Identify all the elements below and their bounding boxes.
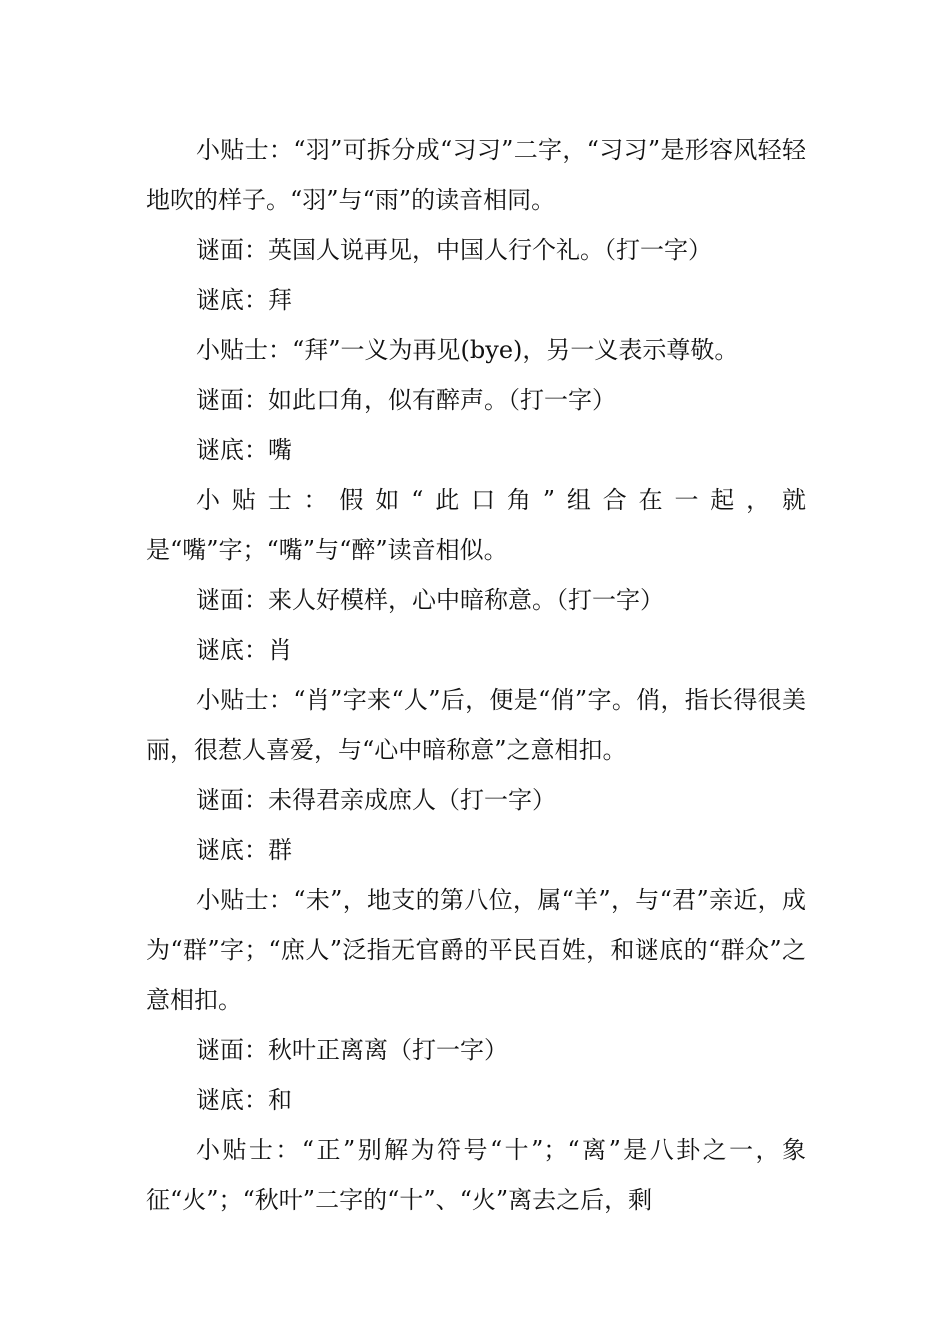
paragraph: 谜底：肖: [196, 636, 292, 664]
paragraph: 谜底：和: [196, 1086, 292, 1114]
paragraph: 谜面：如此口角，似有醉声。（打一字）: [196, 386, 616, 414]
paragraph: 谜面：英国人说再见，中国人行个礼。（打一字）: [196, 236, 712, 264]
paragraph: 小贴士：“肖”字来“人”后，便是“俏”字。俏，指长得很美丽，很惹人喜爱，与“心中暗称意”之意相扣。: [146, 686, 806, 764]
paragraph: 谜面：未得君亲成庶人（打一字）: [196, 786, 556, 814]
document-body: [146, 125, 806, 1225]
paragraph: 谜底：群: [196, 836, 292, 864]
paragraph: 谜面：秋叶正离离（打一字）: [196, 1036, 508, 1064]
paragraph: 谜底：拜: [196, 286, 292, 314]
paragraph: 小贴士：假如“此口角”组合在一起，就是“嘴”字；“嘴”与“醉”读音相似。: [146, 486, 806, 564]
paragraph: 小贴士：“正”别解为符号“十”；“离”是八卦之一，象征“火”；“秋叶”二字的“十”、“火”离去之后，剩: [146, 1136, 806, 1214]
paragraph: 小贴士：“羽”可拆分成“习习”二字，“习习”是形容风轻轻地吹的样子。“羽”与“雨”的读音相同。: [146, 136, 806, 214]
paragraph: 小贴士：“拜”一义为再见(bye)，另一义表示尊敬。: [196, 336, 739, 364]
paragraph: 小贴士：“未”，地支的第八位，属“羊”，与“君”亲近，成为“群”字；“庶人”泛指无官爵的平民百姓，和谜底的“群众”之意相扣。: [146, 886, 806, 1014]
paragraph: 谜底：嘴: [196, 436, 292, 464]
paragraph: 谜面：来人好模样，心中暗称意。（打一字）: [196, 586, 664, 614]
